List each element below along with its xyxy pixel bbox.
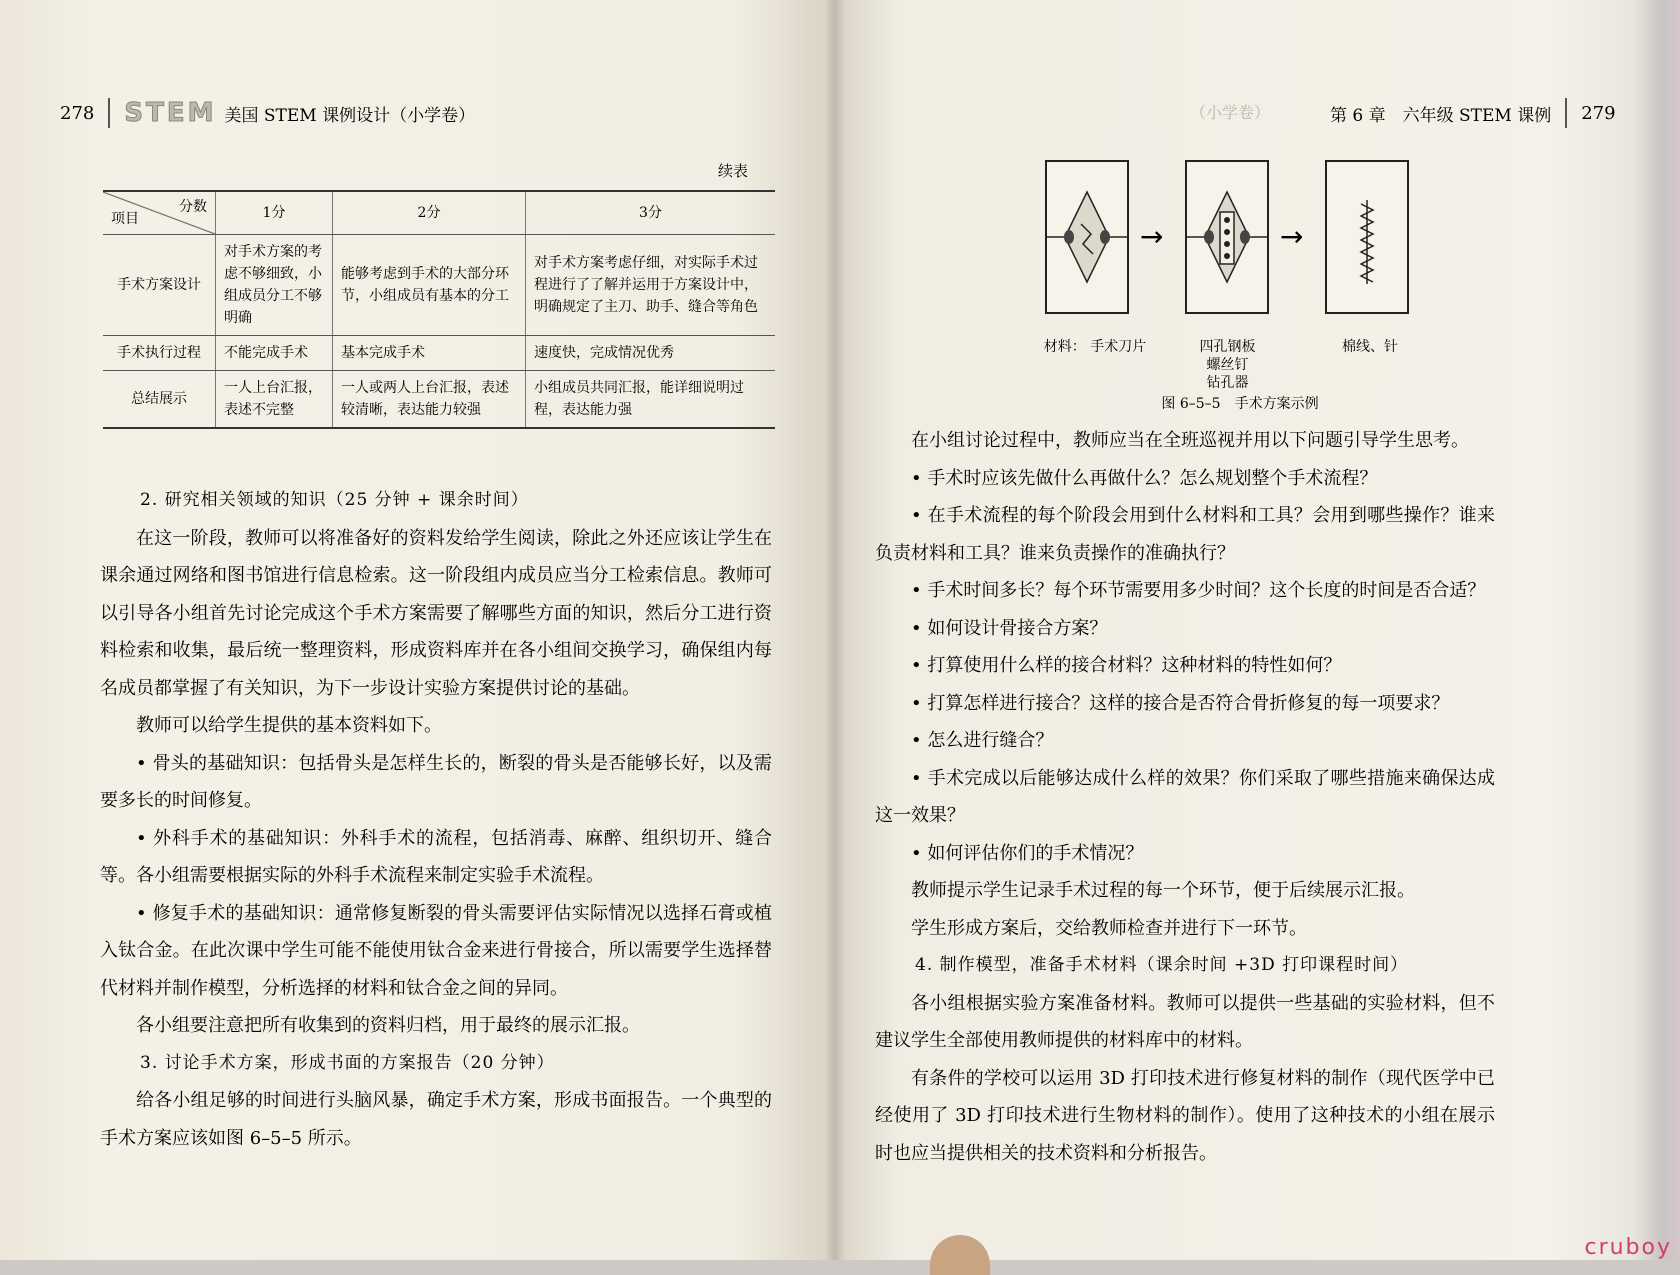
paragraph: 各小组要注意把所有收集到的资料归档，用于最终的展示汇报。: [136, 1015, 640, 1036]
paragraph: 在这一阶段，教师可以将准备好的资料发给学生阅读，除此之外还应该让学生在课余通过网络和图书馆进行信息检索。这一阶段组内成员应当分工检索信息。教师可以引导各小组首先讨论完成这个手术方案需要了解哪些方面的知识，然后分工进行资料检索和收集，最后统一整理资料，形成资料库并在各小组间交换学习，确保组内每名成员都掌握了有关知识，为下一步设计实验方案提供讨论的基础。: [100, 527, 772, 699]
question-item: • 如何评估你们的手术情况？: [875, 835, 1495, 873]
bullet-item: • 骨头的基础知识：包括骨头是怎样生长的，断裂的骨头是否能够长好，以及需要多长的时间修复。: [100, 752, 772, 811]
header-score-label: 分数: [179, 199, 207, 215]
question-item: • 如何设计骨接合方案？: [875, 610, 1495, 648]
paragraph: 有条件的学校可以运用 3D 打印技术进行修复材料的制作（现代医学中已经使用了 3D 打印技术进行生物材料的制作）。使用了这种技术的小组在展示时也应当提供相关的技术资料和分析报告。: [875, 1067, 1495, 1164]
stem-logo: STEM: [124, 98, 217, 128]
bleed-through-header: （小学卷）: [1190, 103, 1271, 122]
question-item: • 打算怎样进行接合？这样的接合是否符合骨折修复的每一项要求？: [875, 685, 1495, 723]
materials-prefix: 材料：: [1043, 339, 1086, 355]
table-cell: 对手术方案考虑仔细，对实际手术过程进行了了解并运用于方案设计中，明确规定了主刀、助手、缝合等角色: [526, 235, 776, 336]
table-cell: 小组成员共同汇报，能详细说明过程，表达能力强: [526, 371, 776, 429]
figure-label-2: [1185, 338, 1270, 392]
header-divider: [1565, 98, 1567, 128]
table-row: [103, 235, 775, 336]
row-item-cell: 手术执行过程: [103, 336, 216, 371]
screw-label: 螺丝钉: [1206, 357, 1249, 373]
paragraph: 各小组根据实验方案准备材料。教师可以提供一些基础的实验材料，但不建议学生全部使用教师提供的材料库中的材料。: [875, 992, 1495, 1051]
header-divider: [108, 98, 110, 128]
bullet-item: • 修复手术的基础知识：通常修复断裂的骨头需要评估实际情况以选择石膏或植入钛合金。在此次课中学生可能不能使用钛合金来进行骨接合，所以需要学生选择替代材料并制作模型，分析选择的材料和钛合金之间的异同。: [100, 902, 772, 999]
table-cell: 速度快，完成情况优秀: [526, 336, 776, 371]
scalpel-label: 手术刀片: [1090, 339, 1147, 355]
section-heading: 4. 制作模型，准备手术材料（课余时间 +3D 打印课程时间）: [915, 955, 1409, 975]
table-cell: 对手术方案的考虑不够细致，小组成员分工不够明确: [216, 235, 333, 336]
surgery-plan-figure: [1030, 150, 1450, 420]
paragraph: 教师提示学生记录手术过程的每一个环节，便于后续展示汇报。: [911, 880, 1415, 901]
right-page-header: [1330, 98, 1616, 128]
right-body-text: [875, 422, 1495, 1172]
chapter-title: 第 6 章 六年级 STEM 课例: [1330, 105, 1552, 126]
column-header: 1分: [216, 191, 333, 235]
plate-label: 四孔钢板: [1199, 339, 1256, 355]
right-page-number: 279: [1581, 102, 1616, 124]
scoring-table: [103, 190, 775, 429]
paragraph: 在小组讨论过程中，教师应当在全班巡视并用以下问题引导学生思考。: [911, 430, 1469, 451]
table-row: [103, 336, 775, 371]
watermark: cruboy: [1584, 1235, 1672, 1260]
question-item: • 打算使用什么样的接合材料？这种材料的特性如何？: [875, 647, 1495, 685]
arrow-icon: →: [1280, 220, 1304, 253]
question-item: • 手术时间多长？每个环节需要用多少时间？这个长度的时间是否合适？: [875, 572, 1495, 610]
bullet-item: • 外科手术的基础知识：外科手术的流程，包括消毒、麻醉、组织切开、缝合等。各小组需要根据实际的外科手术流程来制定实验手术流程。: [100, 827, 772, 886]
column-header: 2分: [333, 191, 526, 235]
book-gutter: [825, 0, 845, 1260]
paragraph: 给各小组足够的时间进行头脑风暴，确定手术方案，形成书面报告。一个典型的手术方案应该如图 6–5–5 所示。: [100, 1090, 772, 1149]
bone-cut-drawing: [1047, 162, 1127, 312]
table-corner-cell: [103, 191, 216, 235]
continue-label: 续表: [718, 162, 749, 180]
page-edges: [1635, 0, 1680, 1260]
book-title: 美国 STEM 课例设计（小学卷）: [224, 105, 476, 126]
section-heading: 3. 讨论手术方案，形成书面的方案报告（20 分钟）: [140, 1052, 555, 1073]
left-page-header: [60, 98, 475, 128]
question-item: • 怎么进行缝合？: [875, 722, 1495, 760]
drill-label: 钻孔器: [1206, 375, 1249, 391]
table-cell: 不能完成手术: [216, 336, 333, 371]
scalpel-panel: [1045, 160, 1129, 314]
arrow-icon: →: [1140, 220, 1164, 253]
thread-label: 棉线、针: [1342, 339, 1398, 355]
paragraph: 教师可以给学生提供的基本资料如下。: [136, 715, 442, 736]
question-item: • 手术完成以后能够达成什么样的效果？你们采取了哪些措施来确保达成这一效果？: [875, 760, 1495, 835]
left-body-text: [100, 482, 772, 1157]
figure-caption: 图 6–5–5 手术方案示例: [1161, 396, 1319, 412]
suture-drawing: [1327, 162, 1407, 312]
table-row: [103, 371, 775, 429]
column-header: 3分: [526, 191, 776, 235]
table-cell: 能够考虑到手术的大部分环节，小组成员有基本的分工: [333, 235, 526, 336]
paragraph: 学生形成方案后，交给教师检查并进行下一环节。: [911, 917, 1307, 939]
table-cell: 一人或两人上台汇报，表述较清晰，表达能力较强: [333, 371, 526, 429]
question-item: • 在手术流程的每个阶段会用到什么材料和工具？会用到哪些操作？谁来负责材料和工具？谁来负责操作的准确执行？: [875, 497, 1495, 572]
row-item-cell: 手术方案设计: [103, 235, 216, 336]
table-cell: 基本完成手术: [333, 336, 526, 371]
plate-panel: [1185, 160, 1269, 314]
table-cell: 一人上台汇报，表述不完整: [216, 371, 333, 429]
table-header-row: [103, 191, 775, 235]
steel-plate-drawing: [1187, 162, 1267, 312]
section-heading: 2. 研究相关领域的知识（25 分钟 + 课余时间）: [140, 490, 529, 510]
figure-label-1: [1030, 338, 1160, 356]
left-page-number: 278: [60, 102, 95, 124]
suture-panel: [1325, 160, 1409, 314]
row-item-cell: 总结展示: [103, 371, 216, 429]
question-item: • 手术时应该先做什么再做什么？怎么规划整个手术流程？: [875, 460, 1495, 498]
header-item-label: 项目: [111, 211, 139, 227]
